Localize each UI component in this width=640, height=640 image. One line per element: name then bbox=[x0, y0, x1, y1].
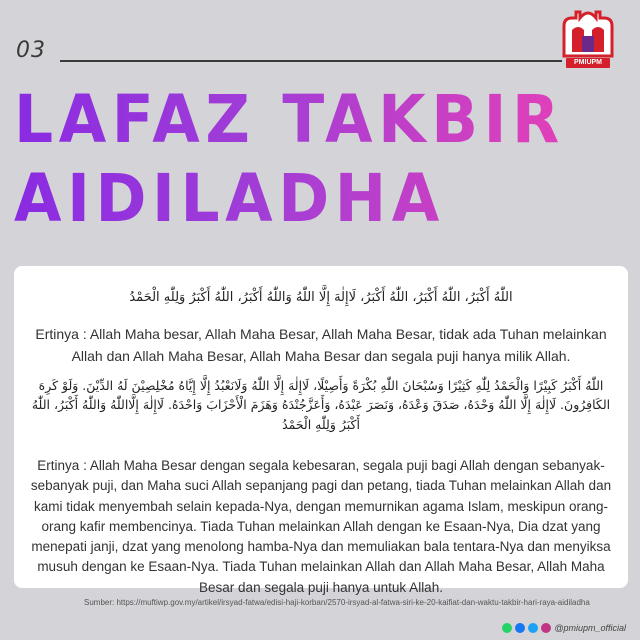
header bbox=[16, 38, 556, 68]
social-bar bbox=[502, 622, 626, 634]
header-divider bbox=[60, 60, 562, 62]
arabic-takbir-short: اللّٰهُ أَكْبَرُ، اللّٰهُ أَكْبَرُ، اللّٰهُ أَكْبَرُ، لَاإِلٰهَ إِلَّا اللّٰهُ وَاللّٰهُ أَكْبَرُ، اللّٰهُ أَكْبَرُ وَلِلّٰهِ الْحَمْدُ bbox=[129, 290, 513, 305]
content-card bbox=[14, 266, 628, 595]
logo-text: PMIUPM bbox=[574, 59, 602, 66]
source-citation: Sumber: https://muftiwp.gov.my/artikel/irsyad-fatwa/edisi-haji-korban/2570-irsyad-al-fatwa-siri-ke-20-kaifiat-dan-waktu-takbir-hari-raya-aidiladha bbox=[84, 598, 590, 607]
twitter-icon bbox=[528, 623, 538, 633]
pmiupm-logo bbox=[552, 6, 624, 72]
page-number: 03 bbox=[16, 38, 46, 63]
page-title bbox=[14, 80, 572, 238]
social-handle: @pmiupm_official bbox=[554, 623, 626, 633]
facebook-icon bbox=[515, 623, 525, 633]
title-line-2: AIDILADHA bbox=[14, 160, 445, 238]
arabic-takbir-long: اللّٰهُ أَكْبَرُ كَبِيْرًا وَالْحَمْدُ لِلّٰهِ كَثِيْرًا وَسُبْحَانَ اللّٰهِ بُكْرَةً وَأَصِيْلًا، لَاإِلٰهَ إِلَّا اللّٰهُ وَلَانَعْبُدُ إِلَّا إِيَّاهُ مُخْلِصِيْنَ لَهُ الدِّيْنَ. وَلَوْ كَرِهَ الكَافِرُونَ. لَاإِلٰهَ إِلَّا اللّٰهُ وَحْدَهُ، صَدَقَ وَعْدَهُ، وَنَصَرَ عَبْدَهُ، وَأَعَزَّجُنْدَهُ وَهَزَمَ الْأَحْزَابَ وَاحْدَهُ. لَاإِلٰهَ إِلَّااللّٰهُ وَاللّٰهُ أَكْبَرُ، اللّٰهُ أَكْبَرُ وَلِلّٰهِ الْحَمْدُ bbox=[31, 378, 611, 432]
title-line-1: LAFAZ TAKBIR bbox=[14, 81, 565, 158]
instagram-icon bbox=[541, 623, 551, 633]
translation-short: Ertinya : Allah Maha besar, Allah Maha Besar, Allah Maha Besar, tidak ada Tuhan melainkan Allah dan Allah Maha Besar, Allah Maha Besar dan segala puji hanya milik Allah. bbox=[35, 326, 607, 364]
whatsapp-icon bbox=[502, 623, 512, 633]
translation-long: Ertinya : Allah Maha Besar dengan segala kebesaran, segala puji bagi Allah dengan sebanyak-sebanyak puji, dan Maha suci Allah sepanjang pagi dan petang, tiada Tuhan melainkan Allah dan kami tidak menyembah selain kepada-Nya, dengan memurnikan agama Islam, meskipun orang-orang kafir membencinya. Tiada Tuhan melainkan Allah dengan ke Esaan-Nya, Dia dzat yang menepati janji, dzat yang menolong hamba-Nya dan memuliakan bala tentara-Nya dan menyiksa musuh dengan ke Esaan-Nya. Tiada Tuhan melainkan Allah dan Allah Maha Besar, Allah Maha Besar dan segala puji hanya untuk Allah. bbox=[30, 458, 612, 595]
